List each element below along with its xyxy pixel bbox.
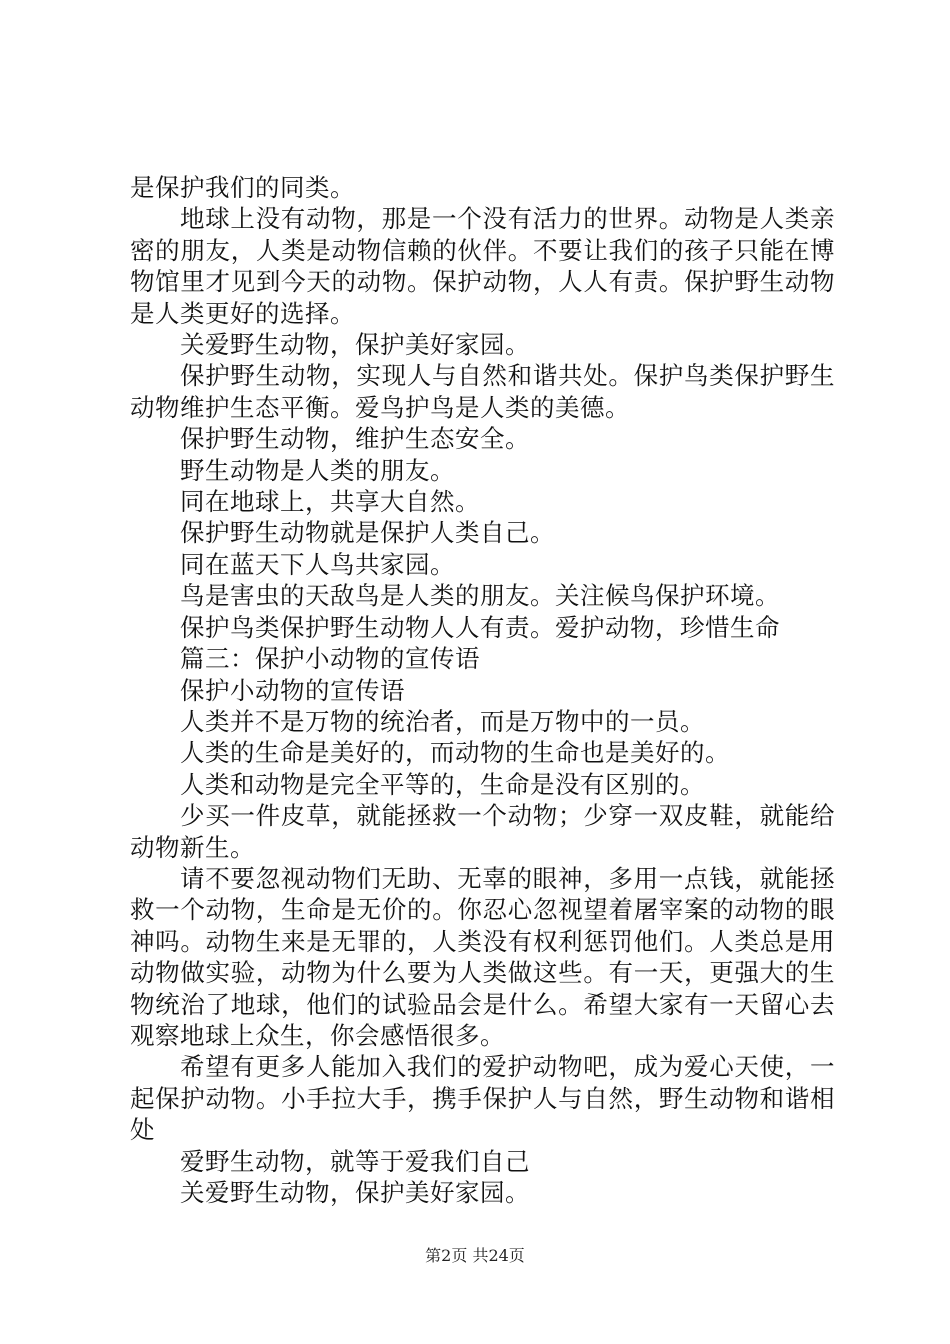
paragraph: 爱野生动物，就等于爱我们自己 [180,1146,530,1176]
paragraph: 保护野生动物，实现人与自然和谐共处。保护鸟类保护野生动物维护生态平衡。爱鸟护鸟是人类的美德。 [130,361,835,422]
paragraph: 希望有更多人能加入我们的爱护动物吧，成为爱心天使，一起保护动物。小手拉大手，携手保护人与自然，野生动物和谐相处 [130,1052,835,1145]
paragraph: 篇三：保护小动物的宣传语 [180,644,480,674]
paragraph: 关爱野生动物，保护美好家园。 [180,330,530,360]
page-footer: 第2页 共24页 [425,1246,525,1265]
paragraph: 少买一件皮草，就能拯救一个动物；少穿一双皮鞋，就能给动物新生。 [130,801,835,862]
document-body [130,172,835,1208]
paragraph: 保护野生动物就是保护人类自己。 [180,518,555,548]
paragraph: 关爱野生动物，保护美好家园。 [180,1178,530,1207]
paragraph: 保护野生动物，维护生态安全。 [180,424,530,454]
paragraph: 请不要忽视动物们无助、无辜的眼神，多用一点钱，就能拯救一个动物，生命是无价的。你忍心忽视望着屠宰案的动物的眼神吗。动物生来是无罪的，人类没有权利惩罚他们。人类总是用动物做实验，动物为什么要为人类做这些。有一天，更强大的生物统治了地球，他们的试验品会是什么。希望大家有一天留心去观察地球上众生，你会感悟很多。 [130,863,835,1050]
paragraph: 同在地球上，共享大自然。 [180,487,480,517]
paragraph: 野生动物是人类的朋友。 [180,455,455,485]
paragraph: 人类的生命是美好的，而动物的生命也是美好的。 [180,738,730,768]
paragraph: 保护鸟类保护野生动物人人有责。爱护动物，珍惜生命 [180,612,780,642]
paragraph: 地球上没有动物，那是一个没有活力的世界。动物是人类亲密的朋友，人类是动物信赖的伙伴。不要让我们的孩子只能在博物馆里才见到今天的动物。保护动物，人人有责。保护野生动物是人类更好的选择。 [130,204,835,328]
paragraph: 人类并不是万物的统治者，而是万物中的一员。 [180,706,705,736]
paragraph: 同在蓝天下人鸟共家园。 [180,549,455,579]
paragraph: 鸟是害虫的天敌鸟是人类的朋友。关注候鸟保护环境。 [180,581,780,611]
paragraph: 人类和动物是完全平等的，生命是没有区别的。 [180,769,705,799]
paragraph: 是保护我们的同类。 [130,173,355,202]
paragraph: 保护小动物的宣传语 [180,675,405,705]
